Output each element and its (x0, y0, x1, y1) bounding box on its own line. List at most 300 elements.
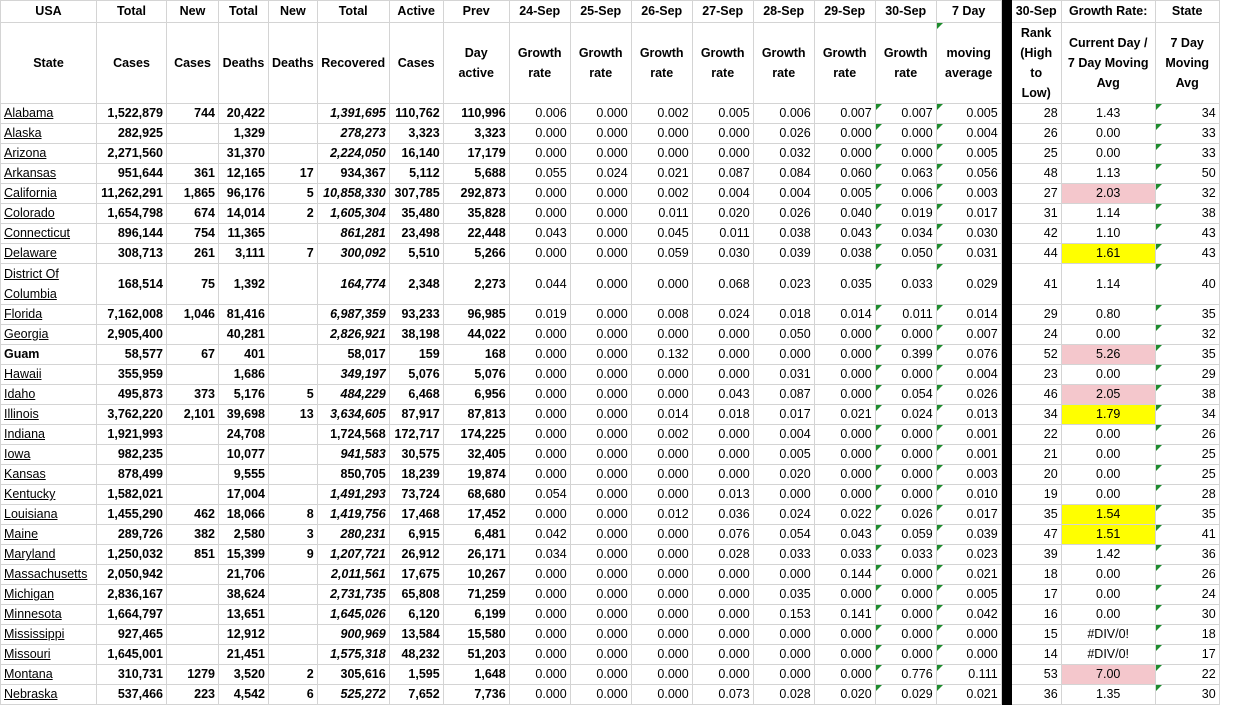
cell-state-7day-avg[interactable]: 25 (1155, 465, 1219, 485)
cell-state[interactable]: Alaska (1, 124, 97, 144)
cell-total-cases[interactable]: 2,836,167 (97, 585, 167, 605)
cell-total-deaths[interactable]: 9,555 (219, 465, 269, 485)
cell-new-deaths[interactable]: 8 (269, 505, 318, 525)
cell-current-over-avg[interactable]: 0.00 (1061, 425, 1155, 445)
cell-total-deaths[interactable]: 38,624 (219, 585, 269, 605)
cell-new-cases[interactable]: 223 (167, 685, 219, 705)
cell-total-recovered[interactable]: 525,272 (317, 685, 389, 705)
cell-growth-24-sep[interactable]: 0.000 (509, 585, 570, 605)
cell-active-cases[interactable]: 93,233 (389, 305, 443, 325)
cell-current-over-avg[interactable]: #DIV/0! (1061, 645, 1155, 665)
cell-separator[interactable] (1001, 625, 1011, 645)
cell-growth-25-sep[interactable]: 0.000 (570, 305, 631, 325)
cell-new-cases[interactable]: 1,865 (167, 184, 219, 204)
cell-growth-27-sep[interactable]: 0.068 (692, 264, 753, 305)
cell-growth-25-sep[interactable]: 0.000 (570, 224, 631, 244)
cell-growth-28-sep[interactable]: 0.087 (753, 385, 814, 405)
header-total-recovered[interactable]: Total (317, 1, 389, 23)
cell-current-over-avg[interactable]: 2.05 (1061, 385, 1155, 405)
cell-growth-28-sep[interactable]: 0.050 (753, 325, 814, 345)
cell-rank[interactable]: 44 (1011, 244, 1061, 264)
cell-growth-24-sep[interactable]: 0.055 (509, 164, 570, 184)
cell-rank[interactable]: 14 (1011, 645, 1061, 665)
cell-state-7day-avg[interactable]: 40 (1155, 264, 1219, 305)
cell-growth-27-sep[interactable]: 0.013 (692, 485, 753, 505)
cell-growth-24-sep[interactable]: 0.000 (509, 665, 570, 685)
cell-seven-day-avg[interactable]: 0.076 (936, 345, 1001, 365)
cell-growth-30-sep[interactable]: 0.000 (875, 485, 936, 505)
cell-growth-26-sep[interactable]: 0.000 (631, 625, 692, 645)
cell-state[interactable]: Michigan (1, 585, 97, 605)
cell-total-recovered[interactable]: 2,011,561 (317, 565, 389, 585)
header-new-cases[interactable]: New (167, 1, 219, 23)
cell-state-7day-avg[interactable]: 30 (1155, 605, 1219, 625)
cell-separator[interactable] (1001, 585, 1011, 605)
cell-growth-26-sep[interactable]: 0.000 (631, 465, 692, 485)
cell-total-deaths[interactable]: 21,706 (219, 565, 269, 585)
header-growth-30-sep[interactable]: Growth rate (875, 23, 936, 104)
cell-state[interactable]: Louisiana (1, 505, 97, 525)
cell-rank[interactable]: 46 (1011, 385, 1061, 405)
cell-growth-27-sep[interactable]: 0.000 (692, 665, 753, 685)
cell-current-over-avg[interactable]: 0.00 (1061, 325, 1155, 345)
cell-state-7day-avg[interactable]: 35 (1155, 345, 1219, 365)
cell-rank[interactable]: 36 (1011, 685, 1061, 705)
cell-current-over-avg[interactable]: 5.26 (1061, 345, 1155, 365)
cell-growth-30-sep[interactable]: 0.006 (875, 184, 936, 204)
cell-growth-26-sep[interactable]: 0.008 (631, 305, 692, 325)
cell-growth-28-sep[interactable]: 0.026 (753, 204, 814, 224)
cell-prev-day-active[interactable]: 68,680 (443, 485, 509, 505)
cell-rank[interactable]: 16 (1011, 605, 1061, 625)
cell-total-cases[interactable]: 7,162,008 (97, 305, 167, 325)
cell-new-deaths[interactable]: 5 (269, 184, 318, 204)
cell-growth-27-sep[interactable]: 0.000 (692, 124, 753, 144)
cell-seven-day-avg[interactable]: 0.030 (936, 224, 1001, 244)
cell-growth-29-sep[interactable]: 0.000 (814, 365, 875, 385)
cell-growth-26-sep[interactable]: 0.059 (631, 244, 692, 264)
cell-total-recovered[interactable]: 164,774 (317, 264, 389, 305)
cell-seven-day-avg[interactable]: 0.003 (936, 184, 1001, 204)
cell-growth-26-sep[interactable]: 0.000 (631, 385, 692, 405)
cell-state-7day-avg[interactable]: 17 (1155, 645, 1219, 665)
cell-growth-28-sep[interactable]: 0.000 (753, 645, 814, 665)
cell-growth-26-sep[interactable]: 0.002 (631, 184, 692, 204)
cell-growth-27-sep[interactable]: 0.000 (692, 645, 753, 665)
cell-growth-26-sep[interactable]: 0.000 (631, 645, 692, 665)
cell-prev-day-active[interactable]: 19,874 (443, 465, 509, 485)
cell-separator[interactable] (1001, 645, 1011, 665)
cell-growth-28-sep[interactable]: 0.084 (753, 164, 814, 184)
cell-state[interactable]: Nebraska (1, 685, 97, 705)
cell-growth-29-sep[interactable]: 0.007 (814, 104, 875, 124)
cell-current-over-avg[interactable]: 0.00 (1061, 124, 1155, 144)
cell-seven-day-avg[interactable]: 0.039 (936, 525, 1001, 545)
cell-growth-30-sep[interactable]: 0.000 (875, 625, 936, 645)
cell-growth-24-sep[interactable]: 0.044 (509, 264, 570, 305)
cell-growth-29-sep[interactable]: 0.040 (814, 204, 875, 224)
header-growth-25-sep[interactable]: 25-Sep (570, 1, 631, 23)
header-growth-27-sep[interactable]: Growth rate (692, 23, 753, 104)
cell-growth-25-sep[interactable]: 0.000 (570, 625, 631, 645)
cell-separator[interactable] (1001, 305, 1011, 325)
cell-total-recovered[interactable]: 1,207,721 (317, 545, 389, 565)
cell-new-deaths[interactable] (269, 224, 318, 244)
cell-total-recovered[interactable]: 58,017 (317, 345, 389, 365)
cell-rank[interactable]: 53 (1011, 665, 1061, 685)
cell-growth-27-sep[interactable]: 0.018 (692, 405, 753, 425)
header-prev-day-active[interactable]: Prev (443, 1, 509, 23)
cell-new-cases[interactable]: 373 (167, 385, 219, 405)
cell-growth-29-sep[interactable]: 0.000 (814, 124, 875, 144)
cell-active-cases[interactable]: 172,717 (389, 425, 443, 445)
cell-rank[interactable]: 34 (1011, 405, 1061, 425)
cell-growth-29-sep[interactable]: 0.043 (814, 224, 875, 244)
cell-growth-30-sep[interactable]: 0.000 (875, 144, 936, 164)
cell-new-deaths[interactable]: 17 (269, 164, 318, 184)
cell-growth-29-sep[interactable]: 0.000 (814, 385, 875, 405)
cell-total-recovered[interactable]: 349,197 (317, 365, 389, 385)
cell-growth-26-sep[interactable]: 0.000 (631, 264, 692, 305)
cell-active-cases[interactable]: 5,112 (389, 164, 443, 184)
cell-state[interactable]: Massachusetts (1, 565, 97, 585)
cell-growth-26-sep[interactable]: 0.000 (631, 365, 692, 385)
cell-growth-30-sep[interactable]: 0.000 (875, 365, 936, 385)
cell-growth-28-sep[interactable]: 0.024 (753, 505, 814, 525)
cell-total-deaths[interactable]: 12,165 (219, 164, 269, 184)
cell-growth-24-sep[interactable]: 0.019 (509, 305, 570, 325)
cell-active-cases[interactable]: 6,915 (389, 525, 443, 545)
cell-total-deaths[interactable]: 40,281 (219, 325, 269, 345)
cell-growth-30-sep[interactable]: 0.776 (875, 665, 936, 685)
cell-growth-25-sep[interactable]: 0.024 (570, 164, 631, 184)
cell-growth-30-sep[interactable]: 0.000 (875, 585, 936, 605)
cell-rank[interactable]: 47 (1011, 525, 1061, 545)
cell-total-cases[interactable]: 1,582,021 (97, 485, 167, 505)
cell-prev-day-active[interactable]: 6,956 (443, 385, 509, 405)
cell-growth-28-sep[interactable]: 0.006 (753, 104, 814, 124)
cell-growth-27-sep[interactable]: 0.000 (692, 565, 753, 585)
cell-growth-24-sep[interactable]: 0.000 (509, 685, 570, 705)
cell-growth-29-sep[interactable]: 0.000 (814, 645, 875, 665)
cell-seven-day-avg[interactable]: 0.023 (936, 545, 1001, 565)
header-state-7day-avg[interactable]: State (1155, 1, 1219, 23)
cell-total-cases[interactable]: 1,522,879 (97, 104, 167, 124)
header-growth-26-sep[interactable]: Growth rate (631, 23, 692, 104)
cell-total-recovered[interactable]: 300,092 (317, 244, 389, 264)
cell-growth-24-sep[interactable]: 0.034 (509, 545, 570, 565)
cell-total-cases[interactable]: 1,250,032 (97, 545, 167, 565)
cell-state-7day-avg[interactable]: 29 (1155, 365, 1219, 385)
cell-growth-26-sep[interactable]: 0.000 (631, 565, 692, 585)
cell-growth-28-sep[interactable]: 0.023 (753, 264, 814, 305)
cell-new-cases[interactable] (167, 625, 219, 645)
cell-separator[interactable] (1001, 465, 1011, 485)
cell-total-recovered[interactable]: 3,634,605 (317, 405, 389, 425)
cell-total-cases[interactable]: 2,271,560 (97, 144, 167, 164)
cell-state[interactable]: Alabama (1, 104, 97, 124)
cell-prev-day-active[interactable]: 168 (443, 345, 509, 365)
cell-seven-day-avg[interactable]: 0.001 (936, 425, 1001, 445)
cell-total-recovered[interactable]: 861,281 (317, 224, 389, 244)
cell-growth-28-sep[interactable]: 0.017 (753, 405, 814, 425)
cell-total-deaths[interactable]: 96,176 (219, 184, 269, 204)
cell-seven-day-avg[interactable]: 0.013 (936, 405, 1001, 425)
cell-growth-30-sep[interactable]: 0.000 (875, 605, 936, 625)
cell-growth-24-sep[interactable]: 0.000 (509, 124, 570, 144)
header-current-over-avg[interactable]: Current Day / 7 Day Moving Avg (1061, 23, 1155, 104)
cell-growth-26-sep[interactable]: 0.000 (631, 144, 692, 164)
cell-total-cases[interactable]: 3,762,220 (97, 405, 167, 425)
cell-active-cases[interactable]: 5,076 (389, 365, 443, 385)
cell-state[interactable]: California (1, 184, 97, 204)
cell-seven-day-avg[interactable]: 0.056 (936, 164, 1001, 184)
cell-total-cases[interactable]: 58,577 (97, 345, 167, 365)
cell-growth-29-sep[interactable]: 0.000 (814, 665, 875, 685)
cell-growth-24-sep[interactable]: 0.054 (509, 485, 570, 505)
cell-rank[interactable]: 18 (1011, 565, 1061, 585)
cell-growth-27-sep[interactable]: 0.028 (692, 545, 753, 565)
cell-new-cases[interactable]: 261 (167, 244, 219, 264)
cell-state[interactable]: Guam (1, 345, 97, 365)
cell-rank[interactable]: 29 (1011, 305, 1061, 325)
cell-total-deaths[interactable]: 11,365 (219, 224, 269, 244)
cell-state-7day-avg[interactable]: 34 (1155, 405, 1219, 425)
cell-current-over-avg[interactable]: 0.00 (1061, 465, 1155, 485)
header-total-deaths[interactable]: Deaths (219, 23, 269, 104)
cell-separator[interactable] (1001, 124, 1011, 144)
cell-active-cases[interactable]: 23,498 (389, 224, 443, 244)
cell-current-over-avg[interactable]: 0.00 (1061, 365, 1155, 385)
cell-active-cases[interactable]: 5,510 (389, 244, 443, 264)
cell-total-deaths[interactable]: 3,520 (219, 665, 269, 685)
cell-rank[interactable]: 31 (1011, 204, 1061, 224)
cell-separator[interactable] (1001, 605, 1011, 625)
cell-total-recovered[interactable]: 278,273 (317, 124, 389, 144)
cell-growth-25-sep[interactable]: 0.000 (570, 405, 631, 425)
cell-current-over-avg[interactable]: 1.79 (1061, 405, 1155, 425)
cell-growth-27-sep[interactable]: 0.005 (692, 104, 753, 124)
cell-state[interactable]: Indiana (1, 425, 97, 445)
cell-total-cases[interactable]: 289,726 (97, 525, 167, 545)
cell-total-cases[interactable]: 308,713 (97, 244, 167, 264)
cell-growth-29-sep[interactable]: 0.000 (814, 625, 875, 645)
cell-state-7day-avg[interactable]: 35 (1155, 505, 1219, 525)
cell-total-recovered[interactable]: 900,969 (317, 625, 389, 645)
cell-growth-30-sep[interactable]: 0.000 (875, 325, 936, 345)
cell-prev-day-active[interactable]: 174,225 (443, 425, 509, 445)
cell-state-7day-avg[interactable]: 32 (1155, 184, 1219, 204)
cell-growth-27-sep[interactable]: 0.004 (692, 184, 753, 204)
cell-state[interactable]: Maine (1, 525, 97, 545)
cell-growth-27-sep[interactable]: 0.011 (692, 224, 753, 244)
cell-total-cases[interactable]: 927,465 (97, 625, 167, 645)
cell-growth-24-sep[interactable]: 0.000 (509, 144, 570, 164)
cell-state-7day-avg[interactable]: 18 (1155, 625, 1219, 645)
cell-growth-26-sep[interactable]: 0.132 (631, 345, 692, 365)
cell-total-cases[interactable]: 495,873 (97, 385, 167, 405)
cell-active-cases[interactable]: 1,595 (389, 665, 443, 685)
cell-current-over-avg[interactable]: 7.00 (1061, 665, 1155, 685)
cell-total-cases[interactable]: 2,905,400 (97, 325, 167, 345)
cell-new-deaths[interactable] (269, 645, 318, 665)
cell-new-cases[interactable]: 744 (167, 104, 219, 124)
cell-growth-27-sep[interactable]: 0.000 (692, 144, 753, 164)
cell-growth-26-sep[interactable]: 0.000 (631, 665, 692, 685)
cell-seven-day-avg[interactable]: 0.042 (936, 605, 1001, 625)
cell-active-cases[interactable]: 18,239 (389, 465, 443, 485)
header-total-cases[interactable]: Total (97, 1, 167, 23)
header-total-cases[interactable]: Cases (97, 23, 167, 104)
cell-new-deaths[interactable] (269, 585, 318, 605)
cell-total-deaths[interactable]: 401 (219, 345, 269, 365)
cell-separator[interactable] (1001, 144, 1011, 164)
cell-new-deaths[interactable] (269, 565, 318, 585)
cell-prev-day-active[interactable]: 6,199 (443, 605, 509, 625)
cell-growth-26-sep[interactable]: 0.000 (631, 605, 692, 625)
cell-prev-day-active[interactable]: 96,985 (443, 305, 509, 325)
cell-growth-27-sep[interactable]: 0.000 (692, 425, 753, 445)
cell-rank[interactable]: 15 (1011, 625, 1061, 645)
cell-growth-26-sep[interactable]: 0.000 (631, 124, 692, 144)
cell-growth-29-sep[interactable]: 0.144 (814, 565, 875, 585)
cell-state-7day-avg[interactable]: 34 (1155, 104, 1219, 124)
cell-prev-day-active[interactable]: 292,873 (443, 184, 509, 204)
header-prev-day-active[interactable]: Day active (443, 23, 509, 104)
cell-active-cases[interactable]: 6,468 (389, 385, 443, 405)
cell-prev-day-active[interactable]: 3,323 (443, 124, 509, 144)
cell-state-7day-avg[interactable]: 25 (1155, 445, 1219, 465)
cell-total-cases[interactable]: 537,466 (97, 685, 167, 705)
cell-growth-28-sep[interactable]: 0.004 (753, 184, 814, 204)
cell-seven-day-avg[interactable]: 0.005 (936, 144, 1001, 164)
cell-growth-28-sep[interactable]: 0.033 (753, 545, 814, 565)
cell-total-deaths[interactable]: 21,451 (219, 645, 269, 665)
cell-new-deaths[interactable]: 3 (269, 525, 318, 545)
cell-total-cases[interactable]: 355,959 (97, 365, 167, 385)
cell-active-cases[interactable]: 7,652 (389, 685, 443, 705)
cell-total-deaths[interactable]: 24,708 (219, 425, 269, 445)
cell-growth-30-sep[interactable]: 0.019 (875, 204, 936, 224)
cell-seven-day-avg[interactable]: 0.029 (936, 264, 1001, 305)
cell-active-cases[interactable]: 159 (389, 345, 443, 365)
cell-state-7day-avg[interactable]: 36 (1155, 545, 1219, 565)
cell-growth-27-sep[interactable]: 0.076 (692, 525, 753, 545)
cell-state[interactable]: Hawaii (1, 365, 97, 385)
cell-growth-28-sep[interactable]: 0.020 (753, 465, 814, 485)
cell-new-deaths[interactable]: 13 (269, 405, 318, 425)
cell-new-deaths[interactable] (269, 465, 318, 485)
cell-growth-30-sep[interactable]: 0.011 (875, 305, 936, 325)
cell-growth-29-sep[interactable]: 0.000 (814, 585, 875, 605)
cell-current-over-avg[interactable]: 1.13 (1061, 164, 1155, 184)
cell-state-7day-avg[interactable]: 50 (1155, 164, 1219, 184)
cell-new-deaths[interactable] (269, 365, 318, 385)
cell-growth-29-sep[interactable]: 0.014 (814, 305, 875, 325)
cell-total-deaths[interactable]: 18,066 (219, 505, 269, 525)
cell-total-deaths[interactable]: 39,698 (219, 405, 269, 425)
cell-total-recovered[interactable]: 6,987,359 (317, 305, 389, 325)
cell-growth-25-sep[interactable]: 0.000 (570, 665, 631, 685)
cell-seven-day-avg[interactable]: 0.111 (936, 665, 1001, 685)
header-growth-30-sep[interactable]: 30-Sep (875, 1, 936, 23)
cell-growth-30-sep[interactable]: 0.029 (875, 685, 936, 705)
header-new-cases[interactable]: Cases (167, 23, 219, 104)
cell-prev-day-active[interactable]: 32,405 (443, 445, 509, 465)
cell-state-7day-avg[interactable]: 33 (1155, 124, 1219, 144)
cell-state-7day-avg[interactable]: 32 (1155, 325, 1219, 345)
cell-growth-29-sep[interactable]: 0.141 (814, 605, 875, 625)
cell-total-cases[interactable]: 1,645,001 (97, 645, 167, 665)
cell-growth-25-sep[interactable]: 0.000 (570, 104, 631, 124)
cell-total-recovered[interactable]: 941,583 (317, 445, 389, 465)
cell-active-cases[interactable]: 17,468 (389, 505, 443, 525)
cell-separator[interactable] (1001, 325, 1011, 345)
cell-total-cases[interactable]: 1,664,797 (97, 605, 167, 625)
cell-new-deaths[interactable] (269, 605, 318, 625)
cell-rank[interactable]: 21 (1011, 445, 1061, 465)
cell-prev-day-active[interactable]: 51,203 (443, 645, 509, 665)
cell-new-cases[interactable] (167, 485, 219, 505)
cell-growth-24-sep[interactable]: 0.000 (509, 645, 570, 665)
cell-current-over-avg[interactable]: 0.00 (1061, 585, 1155, 605)
cell-growth-25-sep[interactable]: 0.000 (570, 445, 631, 465)
cell-growth-27-sep[interactable]: 0.000 (692, 585, 753, 605)
cell-new-deaths[interactable] (269, 425, 318, 445)
cell-separator[interactable] (1001, 104, 1011, 124)
cell-growth-27-sep[interactable]: 0.000 (692, 605, 753, 625)
cell-growth-24-sep[interactable]: 0.043 (509, 224, 570, 244)
cell-growth-24-sep[interactable]: 0.000 (509, 385, 570, 405)
cell-current-over-avg[interactable]: 0.00 (1061, 565, 1155, 585)
cell-current-over-avg[interactable]: 2.03 (1061, 184, 1155, 204)
cell-state[interactable]: Arizona (1, 144, 97, 164)
cell-new-cases[interactable] (167, 585, 219, 605)
header-total-deaths[interactable]: Total (219, 1, 269, 23)
cell-growth-26-sep[interactable]: 0.045 (631, 224, 692, 244)
cell-active-cases[interactable]: 73,724 (389, 485, 443, 505)
cell-new-deaths[interactable] (269, 144, 318, 164)
cell-total-deaths[interactable]: 5,176 (219, 385, 269, 405)
cell-growth-28-sep[interactable]: 0.004 (753, 425, 814, 445)
cell-total-deaths[interactable]: 17,004 (219, 485, 269, 505)
cell-active-cases[interactable]: 65,808 (389, 585, 443, 605)
cell-separator[interactable] (1001, 244, 1011, 264)
cell-separator[interactable] (1001, 264, 1011, 305)
cell-new-cases[interactable] (167, 144, 219, 164)
cell-total-recovered[interactable]: 484,229 (317, 385, 389, 405)
cell-new-deaths[interactable] (269, 104, 318, 124)
cell-total-recovered[interactable]: 1,645,026 (317, 605, 389, 625)
cell-growth-27-sep[interactable]: 0.087 (692, 164, 753, 184)
cell-new-deaths[interactable] (269, 485, 318, 505)
cell-growth-26-sep[interactable]: 0.000 (631, 545, 692, 565)
cell-rank[interactable]: 41 (1011, 264, 1061, 305)
cell-active-cases[interactable]: 6,120 (389, 605, 443, 625)
cell-prev-day-active[interactable]: 5,688 (443, 164, 509, 184)
cell-state-7day-avg[interactable]: 24 (1155, 585, 1219, 605)
cell-growth-25-sep[interactable]: 0.000 (570, 144, 631, 164)
cell-growth-26-sep[interactable]: 0.002 (631, 425, 692, 445)
cell-prev-day-active[interactable]: 17,179 (443, 144, 509, 164)
cell-total-deaths[interactable]: 15,399 (219, 545, 269, 565)
cell-growth-28-sep[interactable]: 0.153 (753, 605, 814, 625)
cell-growth-29-sep[interactable]: 0.005 (814, 184, 875, 204)
cell-separator[interactable] (1001, 365, 1011, 385)
cell-total-cases[interactable]: 951,644 (97, 164, 167, 184)
cell-new-cases[interactable]: 382 (167, 525, 219, 545)
cell-new-deaths[interactable]: 2 (269, 204, 318, 224)
